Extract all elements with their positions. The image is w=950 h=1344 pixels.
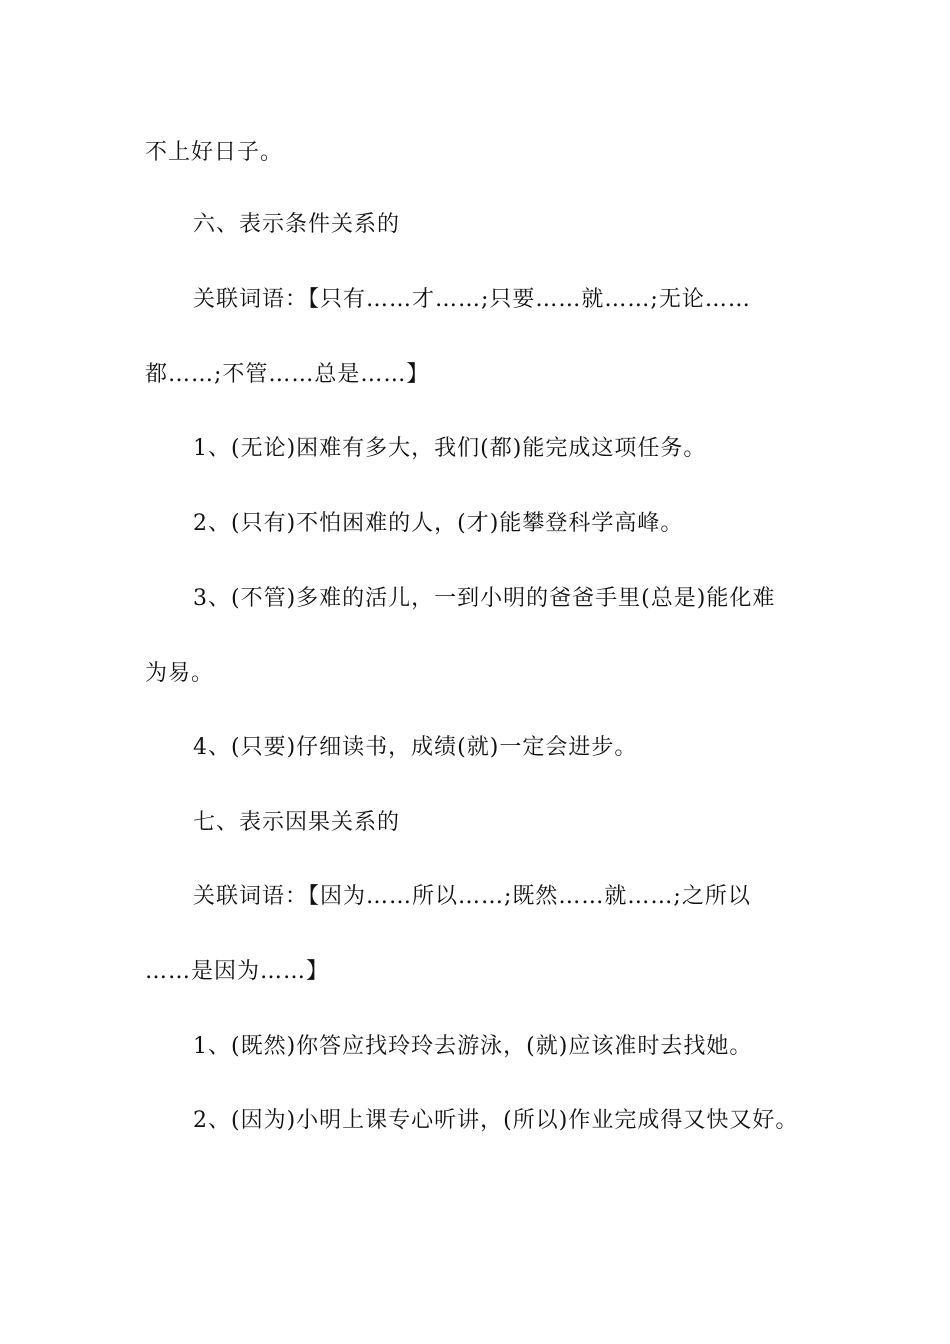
conjunctions-list-conditional-continued: 都……;不管……总是……】 (145, 362, 430, 387)
example-sentence: 4、(只要)仔细读书，成绩(就)一定会进步。 (193, 735, 638, 760)
conjunctions-list-causal-continued: ……是因为……】 (145, 959, 330, 984)
conjunctions-list-causal: 关联词语：【因为……所以……;既然……就……;之所以 (193, 884, 751, 909)
paragraph-continuation: 不上好日子。 (145, 140, 284, 165)
example-sentence: 1、(既然)你答应找玲玲去游泳，(就)应该准时去找她。 (193, 1034, 753, 1059)
example-sentence: 2、(只有)不怕困难的人，(才)能攀登科学高峰。 (193, 511, 684, 536)
example-sentence-continued: 为易。 (145, 661, 215, 686)
example-sentence: 2、(因为)小明上课专心听讲，(所以)作业完成得又快又好。 (193, 1108, 799, 1133)
section-heading-conditional: 六、表示条件关系的 (193, 212, 401, 237)
example-sentence: 3、(不管)多难的活儿，一到小明的爸爸手里(总是)能化难 (193, 586, 776, 611)
conjunctions-list-conditional: 关联词语：【只有……才……;只要……就……;无论…… (193, 287, 751, 312)
example-sentence: 1、(无论)困难有多大，我们(都)能完成这项任务。 (193, 436, 707, 461)
section-heading-causal: 七、表示因果关系的 (193, 810, 401, 835)
